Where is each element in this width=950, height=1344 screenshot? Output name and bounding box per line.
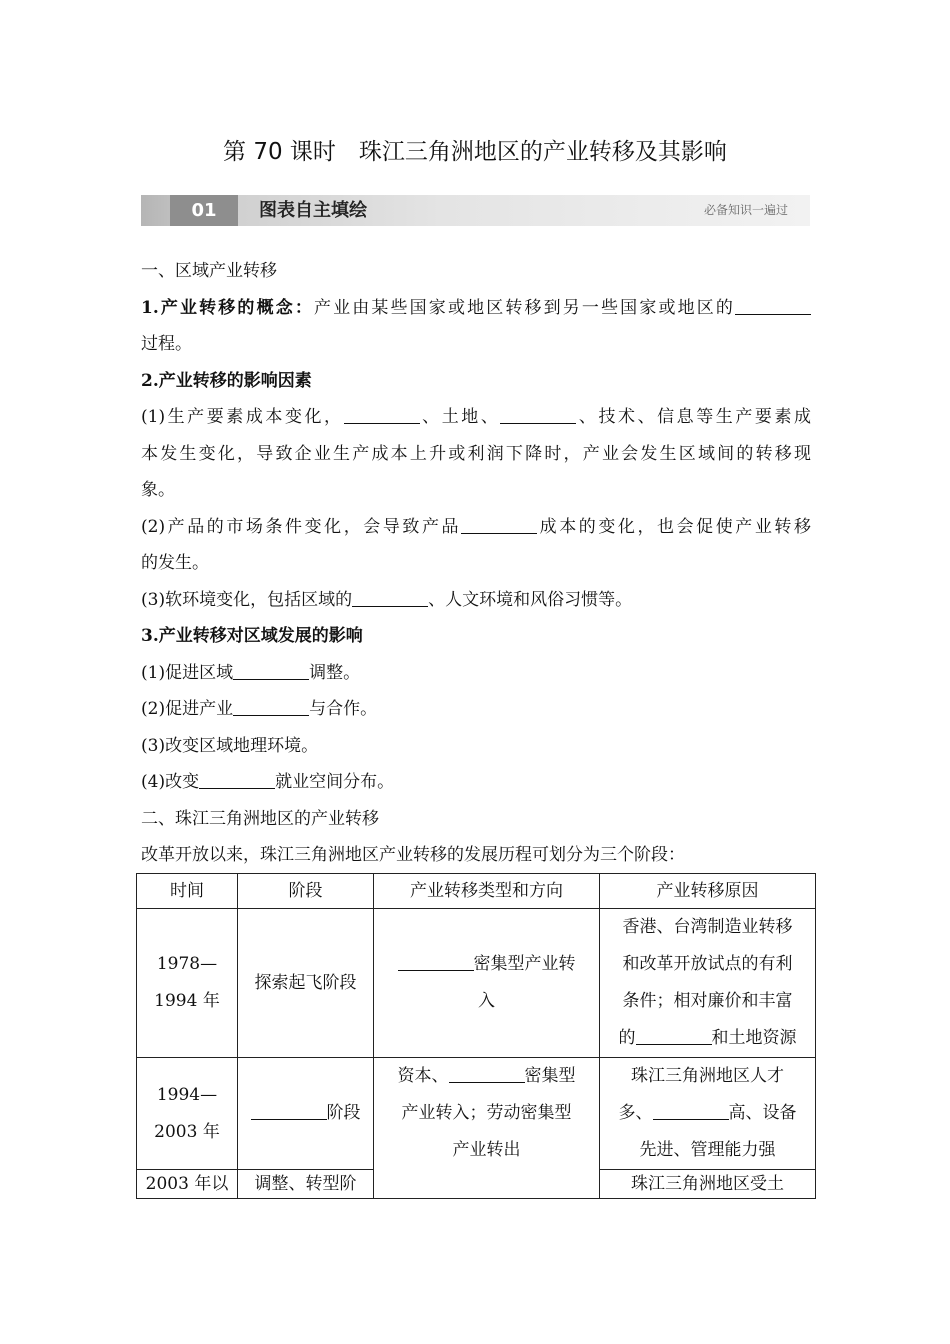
section-banner bbox=[141, 195, 810, 226]
table-cell-stage bbox=[238, 1058, 374, 1170]
text-span: 和改革开放试点的有利 bbox=[622, 954, 793, 974]
fill-blank bbox=[500, 406, 576, 424]
text-span: 1994— bbox=[156, 1084, 218, 1105]
text-span: 1994 年 bbox=[154, 991, 220, 1011]
text-span: (2)促进产业 bbox=[141, 699, 234, 719]
fill-blank bbox=[449, 1065, 525, 1083]
paragraph-1 bbox=[141, 290, 811, 327]
fill-blank bbox=[233, 698, 309, 716]
text-span: 和土地资源 bbox=[711, 1028, 797, 1048]
document-body bbox=[141, 253, 811, 874]
text-span: 密集型产业转 bbox=[473, 954, 576, 974]
table-cell-time bbox=[137, 909, 238, 1058]
text-span: 1978— bbox=[156, 954, 218, 974]
text-span: (1)生产要素成本变化， bbox=[141, 407, 344, 427]
fill-blank bbox=[344, 406, 420, 424]
table-cell-time: 2003 年以 bbox=[137, 1170, 238, 1199]
paragraph-1-label: 1.产业转移的概念： bbox=[141, 297, 314, 318]
table-header: 产业转移原因 bbox=[600, 874, 816, 909]
paragraph-3-4 bbox=[141, 764, 811, 801]
fill-blank bbox=[461, 516, 537, 534]
paragraph-3-2 bbox=[141, 691, 811, 728]
paragraph-2-2 bbox=[141, 509, 811, 546]
table-cell-type bbox=[374, 1058, 600, 1199]
fill-blank bbox=[398, 953, 474, 971]
section-2-intro: 改革开放以来，珠江三角洲地区产业转移的发展历程可划分为三个阶段： bbox=[141, 845, 685, 865]
fill-blank bbox=[233, 662, 309, 680]
table-cell-type bbox=[374, 909, 600, 1058]
text-span: 高、设备 bbox=[728, 1103, 797, 1123]
table-header: 时间 bbox=[137, 874, 238, 909]
page-title: 第 70 课时 珠江三角洲地区的产业转移及其影响 bbox=[223, 139, 727, 165]
fill-blank bbox=[251, 1102, 327, 1120]
table-cell-stage: 调整、转型阶 bbox=[238, 1170, 374, 1199]
text-span: (1)促进区域 bbox=[141, 662, 234, 683]
paragraph-3-3: (3)改变区域地理环境。 bbox=[141, 735, 319, 756]
text-span: 调整。 bbox=[309, 662, 361, 683]
paragraph-2-2-end: 的发生。 bbox=[141, 553, 209, 573]
table-row bbox=[137, 909, 816, 1058]
text-span: 密集型 bbox=[524, 1066, 576, 1086]
fill-blank bbox=[735, 297, 811, 315]
text-span: 、技术、信息等生产要素成 bbox=[576, 407, 811, 427]
fill-blank bbox=[352, 589, 428, 607]
text-span: 珠江三角洲地区人才 bbox=[631, 1066, 784, 1086]
table-header: 阶段 bbox=[238, 874, 374, 909]
text-span: 资本、 bbox=[397, 1066, 449, 1086]
text-span: 香港、台湾制造业转移 bbox=[622, 917, 793, 937]
text-span: (3)软环境变化，包括区域的 bbox=[141, 589, 353, 610]
text-span: 的 bbox=[618, 1028, 636, 1048]
text-span: 成本的变化，也会促使产业转移 bbox=[537, 516, 811, 537]
industry-transfer-table bbox=[136, 873, 816, 1199]
section-1-heading: 一、区域产业转移 bbox=[141, 261, 277, 281]
paragraph-2-label: 2.产业转移的影响因素 bbox=[141, 370, 312, 391]
table-cell-stage: 探索起飞阶段 bbox=[238, 909, 374, 1058]
section-number: 01 bbox=[170, 195, 238, 226]
text-span: 产业转入；劳动密集型 bbox=[401, 1103, 572, 1123]
fill-blank bbox=[653, 1102, 729, 1120]
text-span: 产业转出 bbox=[452, 1140, 521, 1160]
text-span: 先进、管理能力强 bbox=[639, 1140, 776, 1160]
text-span: 与合作。 bbox=[309, 699, 378, 719]
fill-blank bbox=[199, 771, 275, 789]
fill-blank bbox=[636, 1027, 712, 1045]
paragraph-2-1-cont: 本发生变化，导致企业生产成本上升或利润下降时，产业会发生区域间的转移现 bbox=[141, 443, 811, 464]
table-header-row bbox=[137, 874, 816, 909]
paragraph-3-label: 3.产业转移对区域发展的影响 bbox=[141, 626, 363, 646]
table-cell-reason: 珠江三角洲地区受土 bbox=[600, 1170, 816, 1199]
paragraph-3-1 bbox=[141, 655, 811, 692]
paragraph-2-3 bbox=[141, 582, 811, 619]
paragraph-2-1 bbox=[141, 399, 811, 436]
table-cell-reason bbox=[600, 1058, 816, 1170]
table-cell-time bbox=[137, 1058, 238, 1170]
paragraph-1-text: 产业由某些国家或地区转移到另一些国家或地区的 bbox=[313, 297, 735, 318]
text-span: (4)改变 bbox=[141, 772, 200, 792]
text-span: 条件；相对廉价和丰富 bbox=[622, 991, 793, 1011]
paragraph-2-1-end: 象。 bbox=[141, 480, 175, 500]
text-span: 、人文环境和风俗习惯等。 bbox=[428, 589, 633, 610]
table-row bbox=[137, 1058, 816, 1170]
paragraph-1-end: 过程。 bbox=[141, 334, 192, 354]
section-2-heading: 二、珠江三角洲地区的产业转移 bbox=[141, 808, 379, 829]
text-span: 多、 bbox=[618, 1103, 653, 1123]
table-header: 产业转移类型和方向 bbox=[374, 874, 600, 909]
text-span: (2)产品的市场条件变化，会导致产品 bbox=[141, 516, 462, 537]
text-span: 、土地、 bbox=[419, 407, 501, 427]
text-span: 2003 年 bbox=[154, 1121, 220, 1142]
text-span: 入 bbox=[478, 991, 495, 1011]
table-cell-reason bbox=[600, 909, 816, 1058]
text-span: 就业空间分布。 bbox=[275, 772, 395, 792]
section-tag: 必备知识一遍过 bbox=[703, 203, 788, 217]
section-heading: 图表自主填绘 bbox=[259, 200, 367, 221]
text-span: 阶段 bbox=[326, 1103, 361, 1123]
